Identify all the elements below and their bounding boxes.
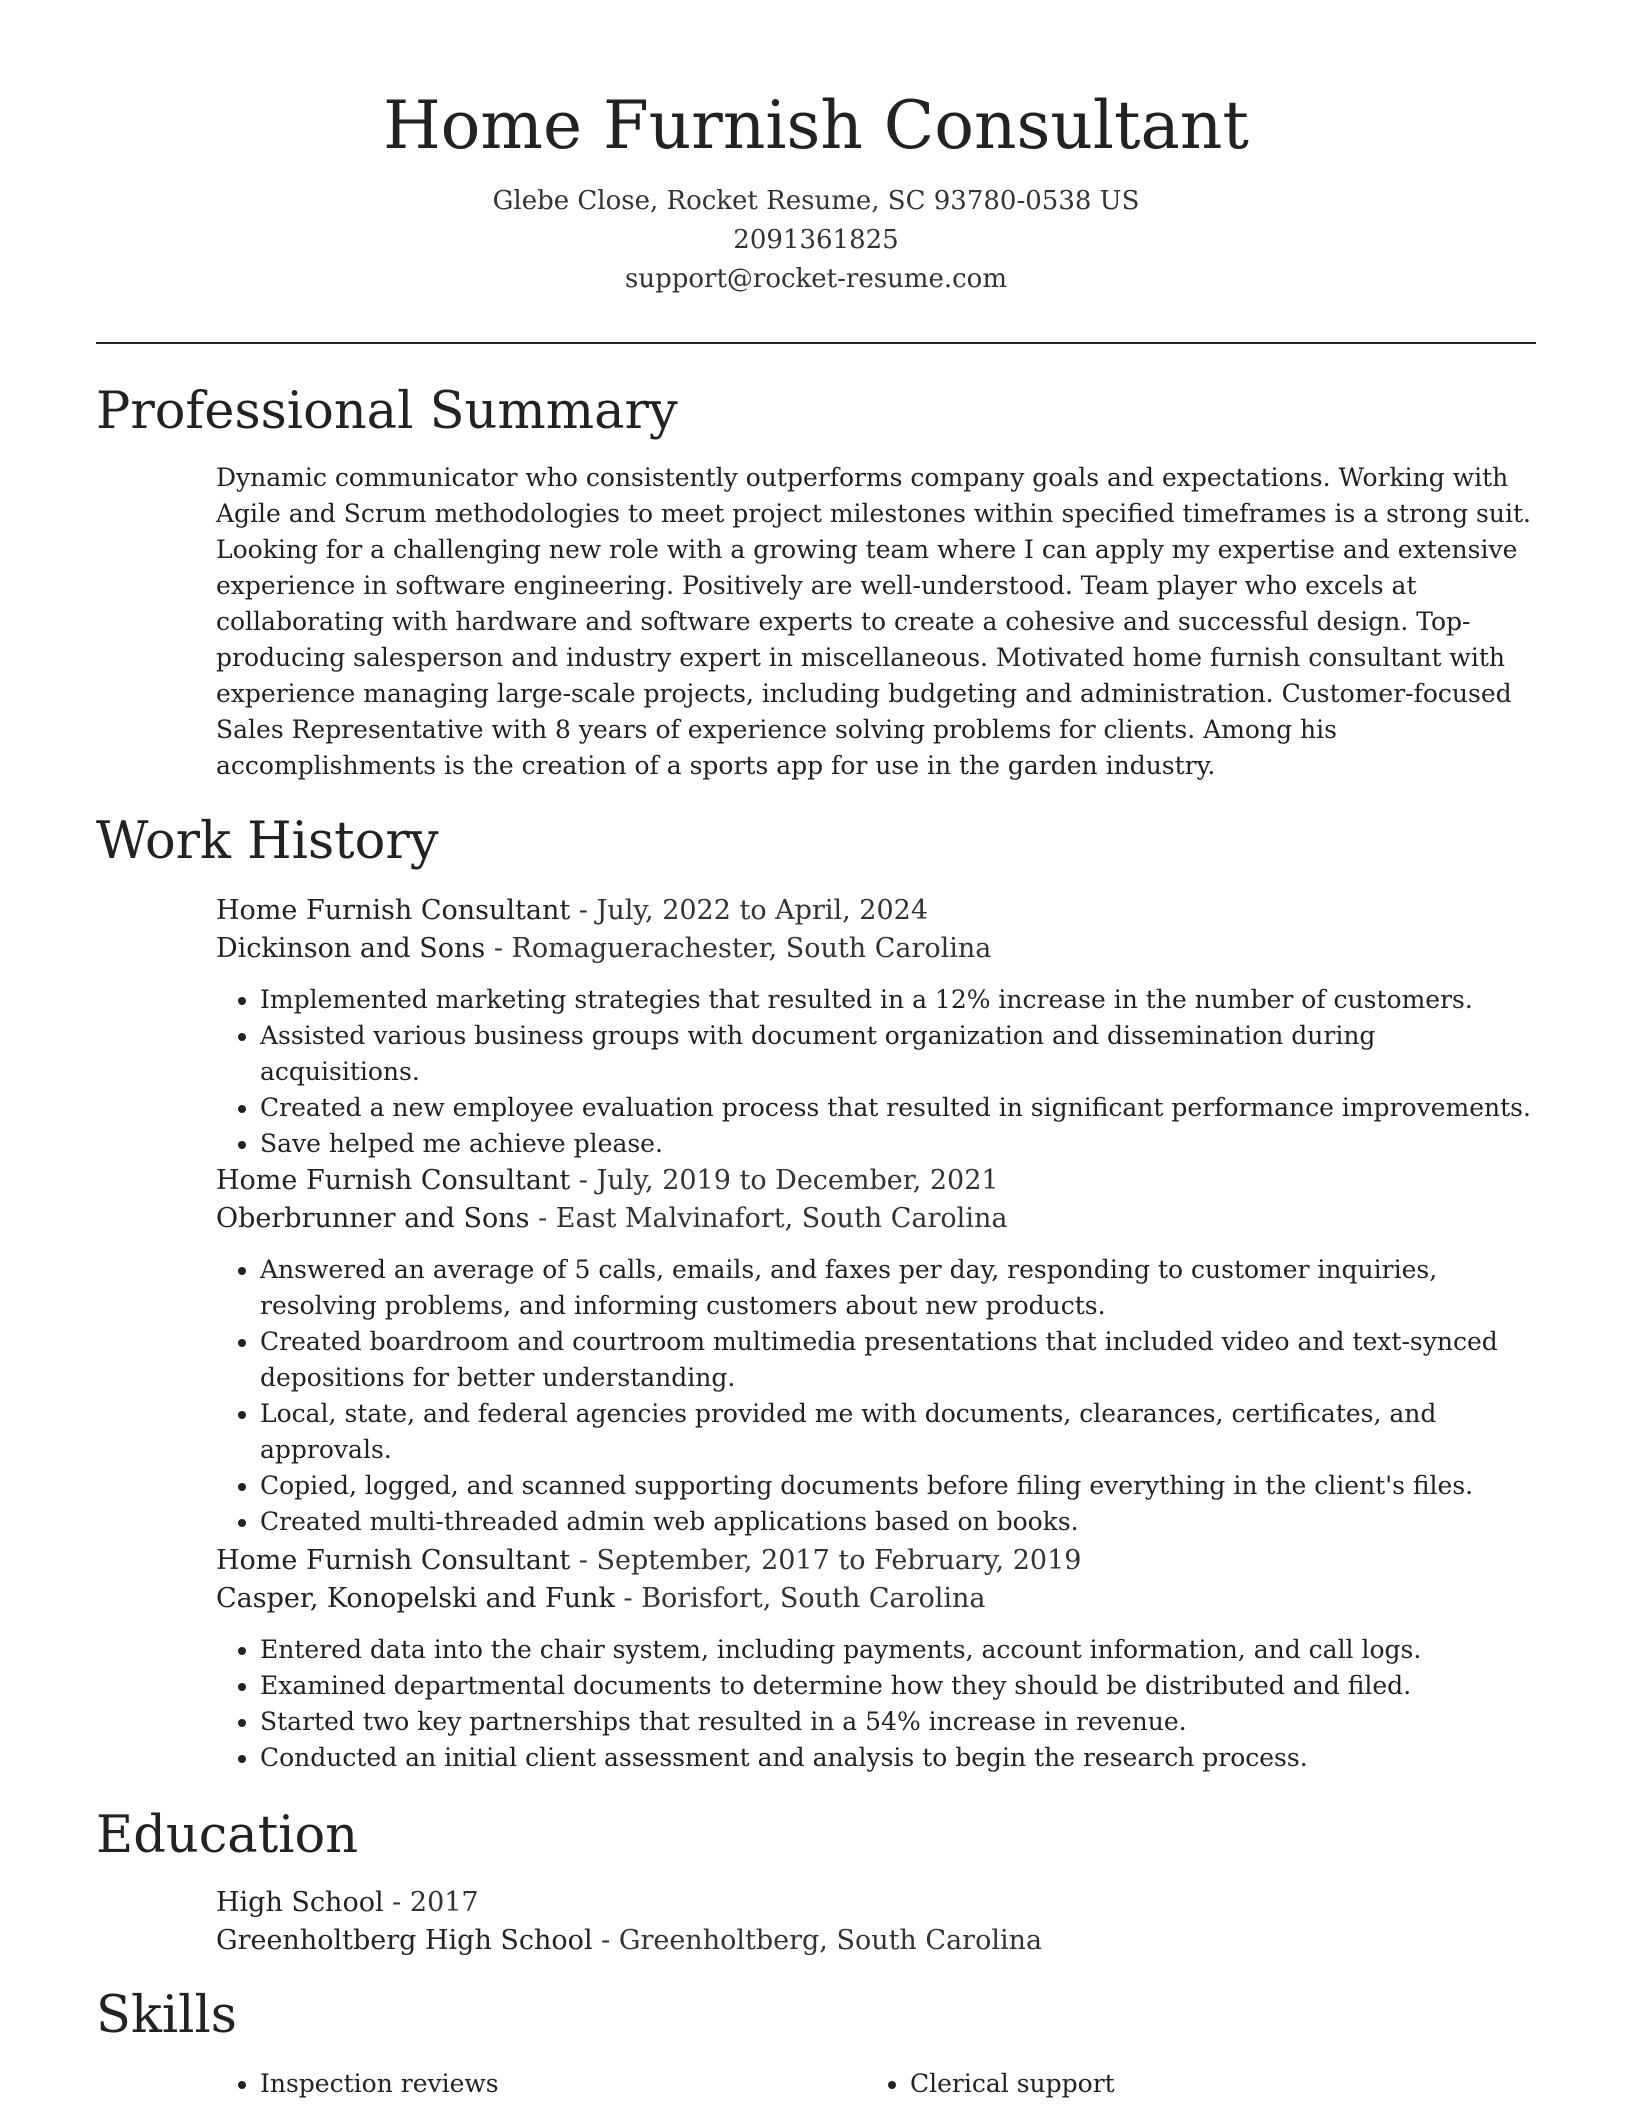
job-dates: July, 2019 to December, 2021 [596,1165,999,1196]
job-company-line: Casper, Konopelski and Funk - Borisfort, South Carolina [216,1583,986,1614]
summary-heading: Professional Summary [96,382,678,441]
skills-section [216,2066,1536,2102]
list-item: • Save helped me achieve please. [260,1126,1536,1162]
list-item: • Entered data into the chair system, including payments, account information, and call logs. [260,1632,1536,1668]
degree: High School [216,1887,384,1918]
skills-heading: Skills [96,1986,237,2045]
job-location: Romaguerachester, South Carolina [511,933,992,964]
school-line: Greenholtberg High School - Greenholtberg, South Carolina [216,1925,1043,1956]
job-title-line: Home Furnish Consultant - September, 2017 to February, 2019 [216,1545,1082,1576]
job-dates: July, 2022 to April, 2024 [596,895,929,926]
education-heading: Education [96,1806,359,1865]
list-item: • Answered an average of 5 calls, emails, and faxes per day, responding to customer inquiries, resolving problems, and informing customers about new products. [260,1252,1536,1324]
resume-header [0,0,1632,299]
list-item: • Started two key partnerships that resulted in a 54% increase in revenue. [260,1704,1536,1740]
job-company-line: Oberbrunner and Sons - East Malvinafort, South Carolina [216,1203,1008,1234]
job-bullets [216,1632,1536,1776]
job-company-line: Dickinson and Sons - Romaguerachester, South Carolina [216,933,992,964]
skills-column-right [866,2066,1516,2102]
job-bullets [216,982,1536,1162]
job-location: East Malvinafort, South Carolina [555,1203,1008,1234]
header-divider [96,342,1536,344]
graduation-year: 2017 [409,1887,479,1918]
school-location: Greenholtberg, South Carolina [618,1925,1043,1956]
job-company: Oberbrunner and Sons [216,1203,530,1234]
job-role: Home Furnish Consultant [216,1545,571,1576]
job-location: Borisfort, South Carolina [641,1583,986,1614]
list-item: • Copied, logged, and scanned supporting documents before filing everything in the client's files. [260,1468,1536,1504]
skill-item: • Inspection reviews [260,2066,866,2102]
school-name: Greenholtberg High School [216,1925,593,1956]
list-item: • Examined departmental documents to determine how they should be distributed and filed. [260,1668,1536,1704]
job-entry [216,1162,1536,1540]
list-item: • Created boardroom and courtroom multimedia presentations that included video and text-synced depositions for better understanding. [260,1324,1536,1396]
list-item: • Assisted various business groups with document organization and dissemination during acquisitions. [260,1018,1536,1090]
job-dates: September, 2017 to February, 2019 [596,1545,1082,1576]
job-bullets [216,1252,1536,1540]
degree-line: High School - 2017 [216,1887,479,1918]
contact-info [0,182,1632,299]
list-item: • Implemented marketing strategies that resulted in a 12% increase in the number of customers. [260,982,1536,1018]
job-role: Home Furnish Consultant [216,1165,571,1196]
summary-text: Dynamic communicator who consistently outperforms company goals and expectations. Working with Agile and Scrum methodologies to meet project milestones within specified timeframes is a strong suit. Looking for a challenging new role with a growing team where I can apply my expertise and extensive experience in software engineering. Positively are well-understood. Team player who excels at collaborating with hardware and software experts to create a cohesive and successful design. Top-producing salesperson and industry expert in miscellaneous. Motivated home furnish consultant with experience managing large-scale projects, including budgeting and administration. Customer-focused Sales Representative with 8 years of experience solving problems for clients. Among his accomplishments is the creation of a sports app for use in the garden industry. [216,463,1531,780]
summary-section [216,460,1536,784]
job-entry [216,892,1536,1162]
skills-column-left [216,2066,866,2102]
list-item: • Created multi-threaded admin web applications based on books. [260,1504,1536,1540]
list-item: • Local, state, and federal agencies provided me with documents, clearances, certificates, and approvals. [260,1396,1536,1468]
job-company: Dickinson and Sons [216,933,486,964]
job-role: Home Furnish Consultant [216,895,571,926]
work-history-heading: Work History [96,812,439,871]
job-title-line: Home Furnish Consultant - July, 2019 to December, 2021 [216,1165,999,1196]
list-item: • Created a new employee evaluation process that resulted in significant performance improvements. [260,1090,1536,1126]
candidate-name: Home Furnish Consultant [383,87,1249,164]
job-title-line: Home Furnish Consultant - July, 2022 to April, 2024 [216,895,929,926]
skill-item: • Clerical support [910,2066,1516,2102]
skills-grid [216,2066,1536,2102]
job-company: Casper, Konopelski and Funk [216,1583,615,1614]
education-entry [216,1884,1536,1960]
email: support@rocket-resume.com [624,264,1007,294]
address: Glebe Close, Rocket Resume, SC 93780-0538 US [492,186,1140,216]
job-entry [216,1542,1536,1776]
phone: 2091361825 [733,225,899,255]
list-item: • Conducted an initial client assessment and analysis to begin the research process. [260,1740,1536,1776]
